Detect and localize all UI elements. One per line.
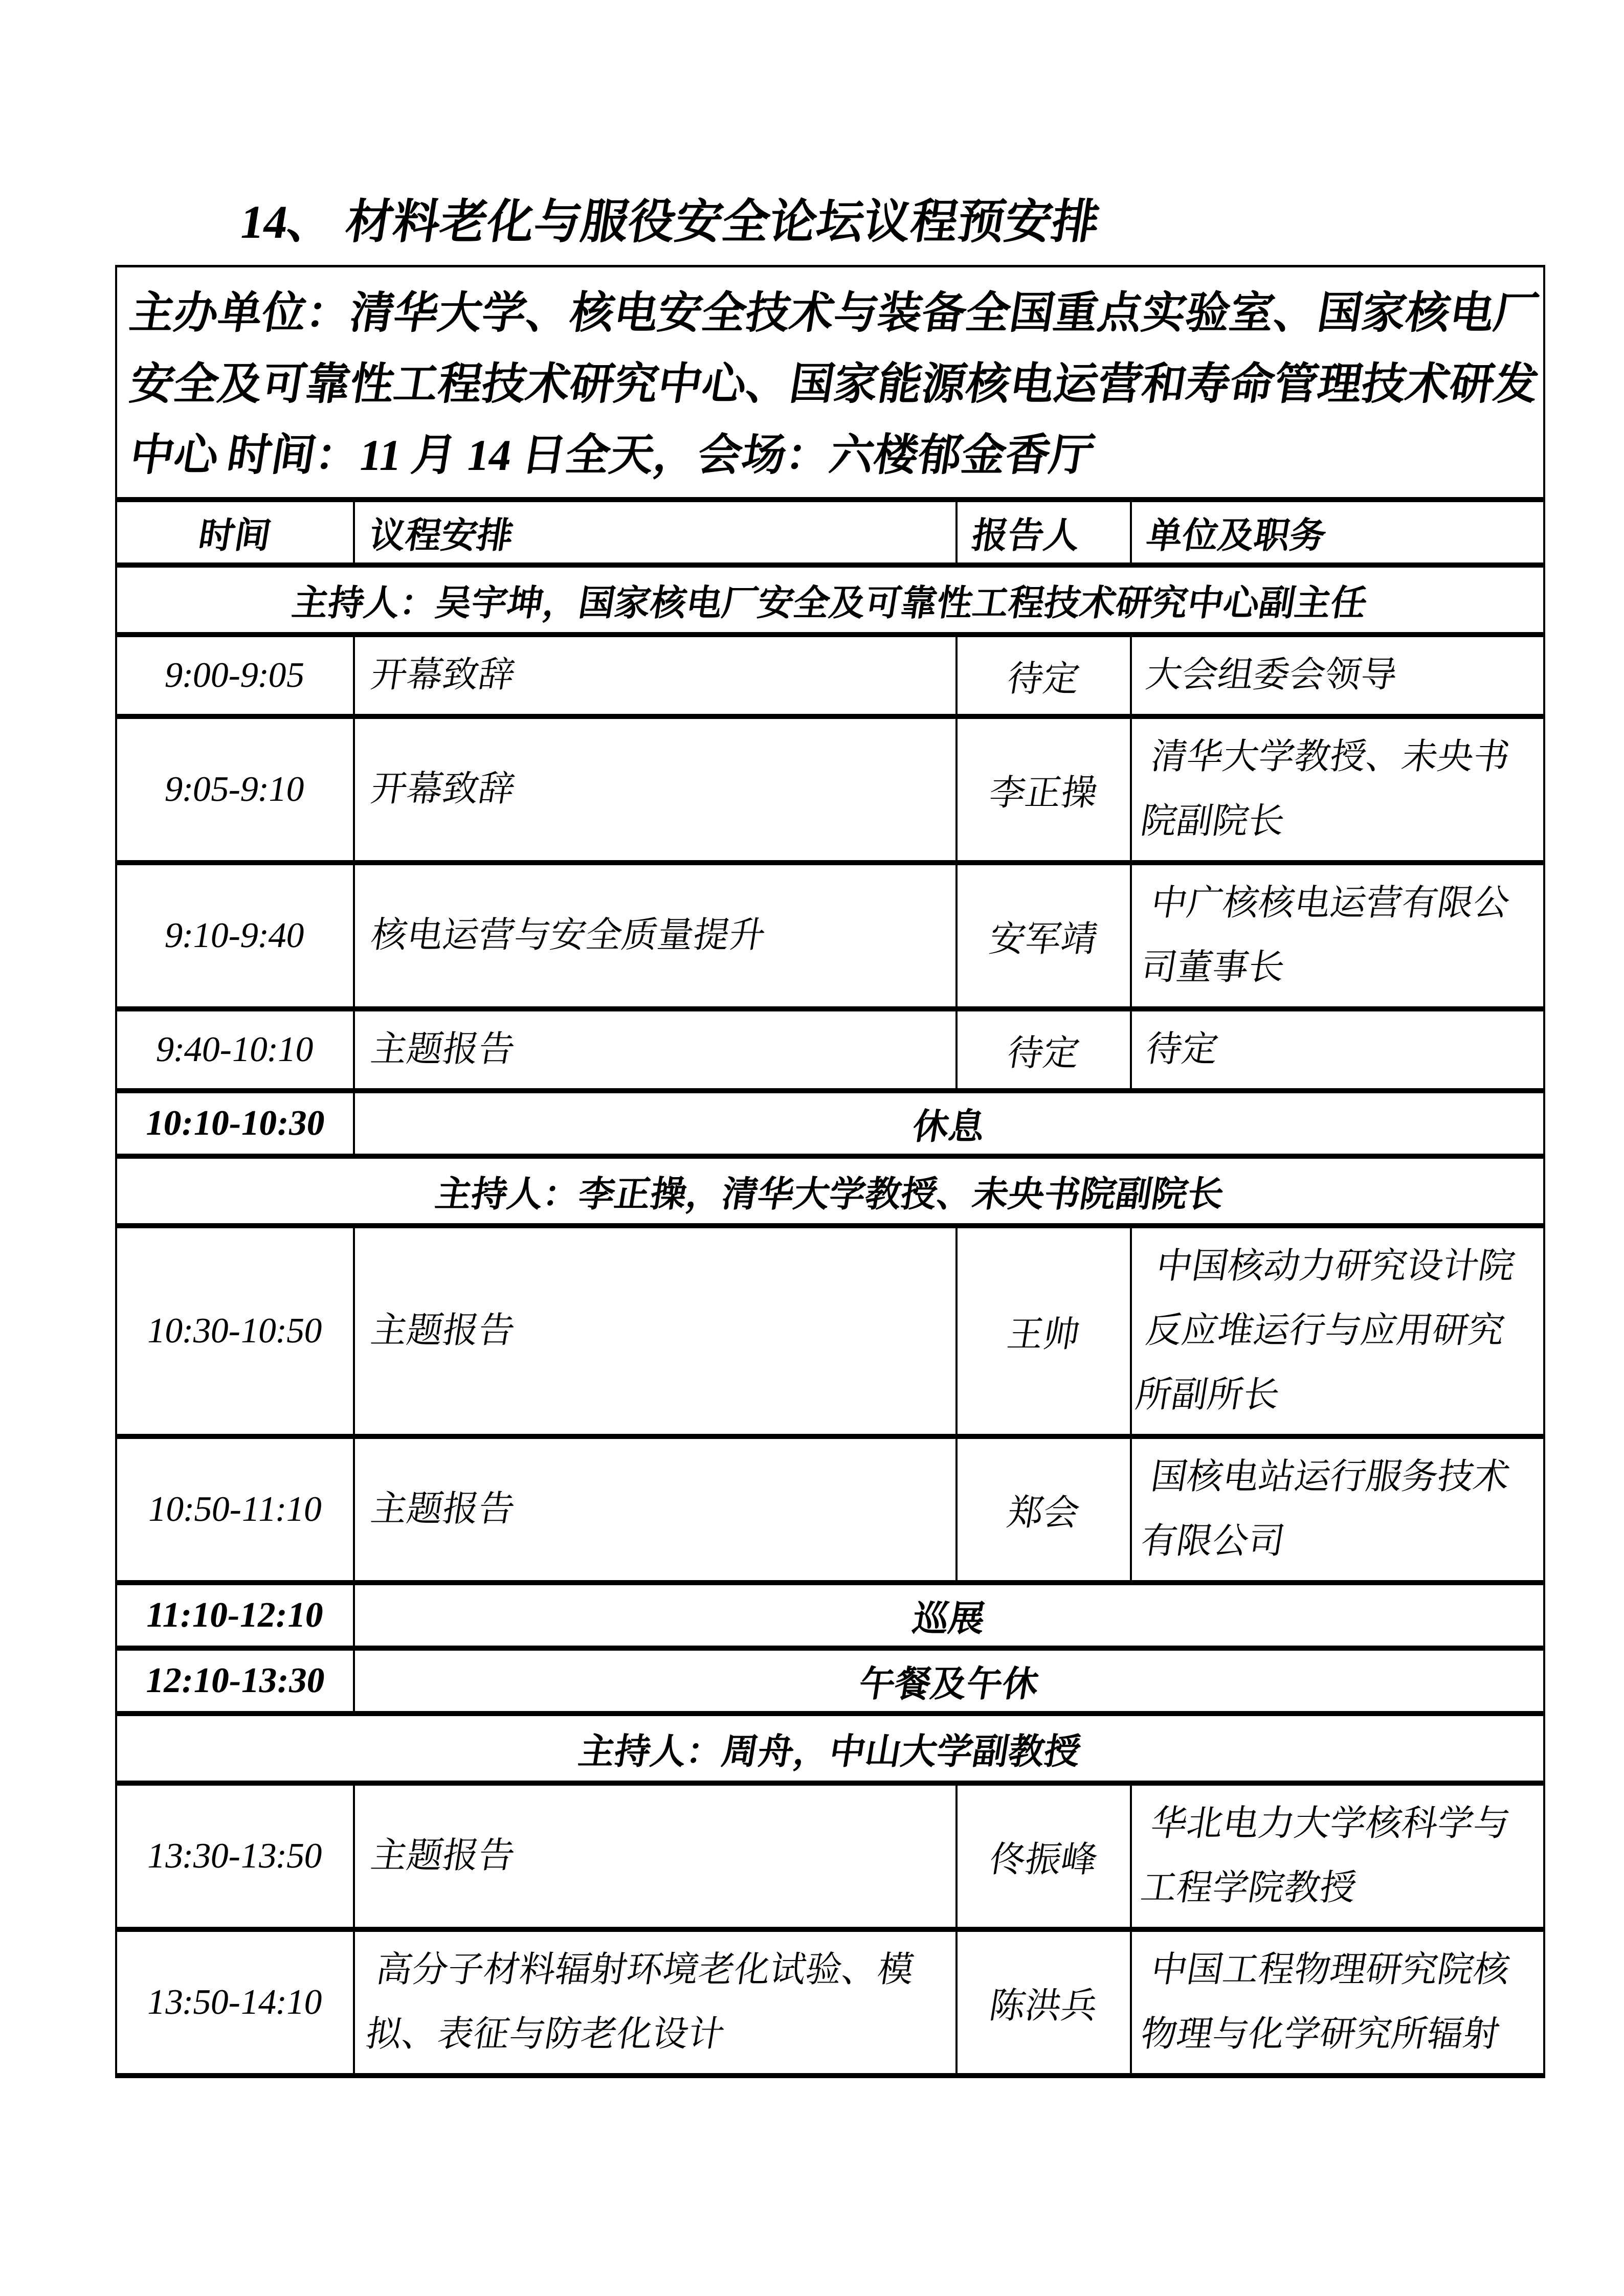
agenda-table	[115, 265, 1545, 2078]
time-text: 9:40-10:10	[153, 1030, 317, 1070]
agenda-cell	[354, 635, 956, 716]
agenda-text: 核电运营与安全质量提升	[368, 916, 769, 956]
time-cell	[116, 863, 354, 1009]
speaker-cell	[956, 1436, 1131, 1583]
break-label-cell	[354, 1648, 1544, 1714]
speaker-text: 王帅	[1004, 1315, 1082, 1355]
time-text: 12:10-13:30	[142, 1661, 328, 1701]
org-text: 中国工程物理研究院核物理与化学研究所辐射	[1138, 1950, 1513, 2055]
organizer-row	[116, 266, 1544, 500]
agenda-cell	[354, 1783, 956, 1929]
chair-row	[116, 1156, 1544, 1226]
agenda-text: 主题报告	[368, 1490, 518, 1529]
org-text: 大会组委会领导	[1143, 656, 1400, 695]
agenda-text: 开幕致辞	[368, 770, 518, 809]
chair-row	[116, 1714, 1544, 1783]
agenda-cell	[354, 1009, 956, 1091]
header-cell-org	[1131, 500, 1544, 565]
org-cell	[1131, 1009, 1544, 1091]
time-text: 9:00-9:05	[162, 656, 308, 695]
agenda-cell	[354, 1436, 956, 1583]
agenda-text: 主题报告	[368, 1311, 518, 1351]
org-text: 清华大学教授、未央书院副院长	[1138, 737, 1513, 842]
time-cell	[116, 1929, 354, 2076]
speaker-cell	[956, 863, 1131, 1009]
org-text: 华北电力大学核科学与工程学院教授	[1138, 1804, 1513, 1908]
org-cell	[1131, 635, 1544, 716]
speaker-text: 安军靖	[986, 919, 1100, 959]
break-row	[116, 1648, 1544, 1714]
time-text: 9:10-9:40	[162, 916, 308, 956]
organizer-cell	[116, 266, 1544, 500]
org-text: 中广核核电运营有限公司董事长	[1138, 884, 1513, 988]
time-cell	[116, 1648, 354, 1714]
time-venue-line: 时间：11 月 14 日全天，会场：六楼郁金香厅	[223, 431, 1098, 480]
break-label-cell	[354, 1583, 1544, 1648]
time-text: 11:10-12:10	[143, 1595, 327, 1635]
speaker-text: 佟振峰	[986, 1840, 1100, 1880]
agenda-text: 开幕致辞	[368, 656, 518, 695]
organizer-line-3: 中心	[126, 431, 223, 480]
speaker-text: 郑会	[1004, 1493, 1082, 1533]
org-cell	[1131, 1226, 1544, 1436]
agenda-cell	[354, 1929, 956, 2076]
time-cell	[116, 1226, 354, 1436]
organizer-line-1: 主办单位：清华大学、核电安全技术与装备全国重点实验室、国家核电厂	[126, 288, 1542, 338]
time-text: 13:50-14:10	[144, 1983, 326, 2022]
organizer-line-2: 安全及可靠性工程技术研究中心、国家能源核电运营和寿命管理技术研发	[126, 359, 1542, 409]
header-label: 议程安排	[366, 516, 516, 556]
speaker-text: 待定	[1004, 659, 1082, 699]
chair-row	[116, 565, 1544, 635]
speaker-cell	[956, 635, 1131, 716]
org-text: 待定	[1143, 1030, 1221, 1070]
session-row	[116, 1436, 1544, 1583]
agenda-text: 主题报告	[368, 1030, 518, 1070]
break-text: 巡展	[909, 1599, 988, 1639]
session-row	[116, 863, 1544, 1009]
org-cell	[1131, 716, 1544, 863]
session-row	[116, 716, 1544, 863]
time-cell	[116, 716, 354, 863]
agenda-text: 高分子材料辐射环境老化试验、模拟、表征与防老化设计	[363, 1950, 917, 2055]
time-text: 9:05-9:10	[162, 770, 308, 809]
session-row	[116, 1226, 1544, 1436]
time-text: 10:30-10:50	[144, 1311, 326, 1351]
session-row	[116, 1783, 1544, 1929]
chair-text: 主持人：周舟，中山大学副教授	[575, 1732, 1083, 1772]
agenda-cell	[354, 863, 956, 1009]
chair-cell	[116, 565, 1544, 635]
speaker-cell	[956, 716, 1131, 863]
speaker-cell	[956, 1226, 1131, 1436]
agenda-cell	[354, 716, 956, 863]
header-cell-speaker	[956, 500, 1131, 565]
org-cell	[1131, 1783, 1544, 1929]
break-text: 午餐及午休	[856, 1664, 1041, 1704]
header-label: 单位及职务	[1143, 516, 1329, 556]
time-cell	[116, 635, 354, 716]
header-label: 时间	[195, 516, 274, 556]
org-cell	[1131, 1436, 1544, 1583]
session-row	[116, 1009, 1544, 1091]
chair-text: 主持人：李正操，清华大学教授、未央书院副院长	[432, 1175, 1227, 1214]
speaker-text: 陈洪兵	[986, 1986, 1100, 2026]
org-cell	[1131, 863, 1544, 1009]
header-cell-time	[116, 500, 354, 565]
speaker-cell	[956, 1783, 1131, 1929]
time-text: 10:10-10:30	[142, 1104, 328, 1143]
chair-cell	[116, 1156, 1544, 1226]
speaker-text: 待定	[1004, 1033, 1082, 1073]
time-cell	[116, 1783, 354, 1929]
break-label-cell	[354, 1091, 1544, 1156]
page-title-text: 14、 材料老化与服役安全论坛议程预安排	[236, 196, 1104, 248]
time-text: 13:30-13:50	[144, 1836, 326, 1876]
break-row	[116, 1091, 1544, 1156]
org-cell	[1131, 1929, 1544, 2076]
page-title	[0, 0, 1624, 254]
org-text: 国核电站运行服务技术有限公司	[1138, 1457, 1513, 1562]
agenda-text: 主题报告	[368, 1836, 518, 1876]
header-label: 报告人	[969, 516, 1083, 556]
table-header-row	[116, 500, 1544, 565]
agenda-cell	[354, 1226, 956, 1436]
chair-text: 主持人：吴宇坤，国家核电厂安全及可靠性工程技术研究中心副主任	[289, 583, 1370, 623]
speaker-text: 李正操	[986, 773, 1100, 813]
break-text: 休息	[909, 1107, 988, 1147]
time-text: 10:50-11:10	[145, 1490, 325, 1529]
time-cell	[116, 1436, 354, 1583]
session-row	[116, 635, 1544, 716]
time-cell	[116, 1583, 354, 1648]
speaker-cell	[956, 1929, 1131, 2076]
header-cell-agenda	[354, 500, 956, 565]
break-row	[116, 1583, 1544, 1648]
time-cell	[116, 1009, 354, 1091]
chair-cell	[116, 1714, 1544, 1783]
time-cell	[116, 1091, 354, 1156]
org-text: 中国核动力研究设计院反应堆运行与应用研究所副所长	[1133, 1247, 1518, 1415]
speaker-cell	[956, 1009, 1131, 1091]
session-row	[116, 1929, 1544, 2076]
